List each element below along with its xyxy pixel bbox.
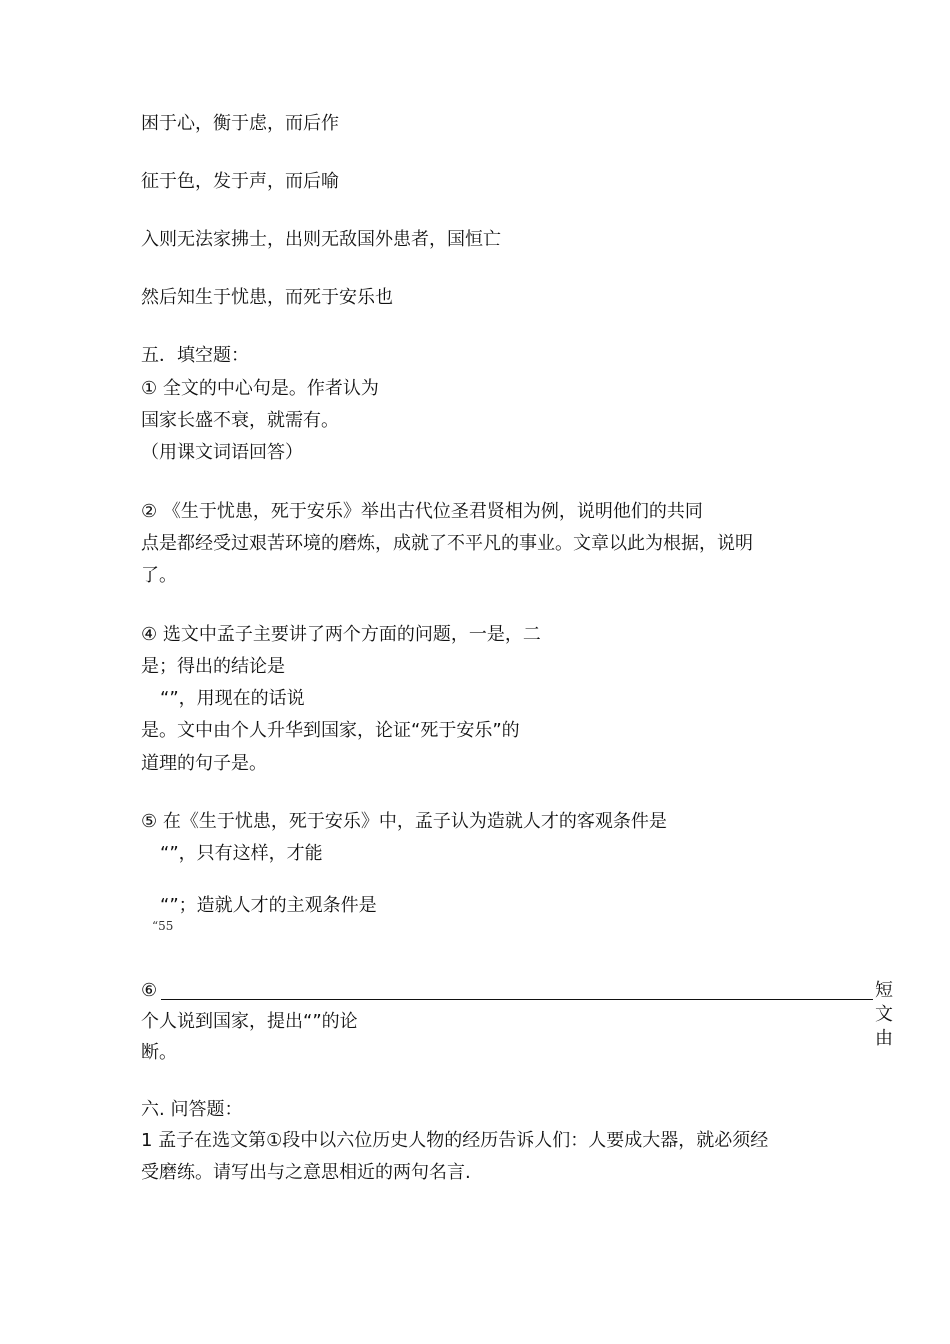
text-line: 困于心，衡于虑，而后作 xyxy=(141,113,339,134)
item-6-tail: 短文由 xyxy=(875,980,893,1049)
text-line: 断。 xyxy=(141,1042,177,1063)
text-line: ② 《生于忧患，死于安乐》举出古代位圣君贤相为例，说明他们的共同 xyxy=(141,501,703,522)
item-6-number: ⑥ xyxy=(141,980,158,1001)
text-line: 受磨练。请写出与之意思相近的两句名言. xyxy=(141,1162,471,1183)
text-line: （用课文词语回答） xyxy=(141,442,303,463)
fill-blank-line[interactable] xyxy=(161,999,873,1000)
text-line: 是。文中由个人升华到国家，论证“死于安乐”的 xyxy=(141,720,520,741)
text-line: “”，只有这样，才能 xyxy=(160,843,323,864)
text-line: 个人说到国家，提出“”的论 xyxy=(141,1011,358,1032)
text-line: ⑤ 在《生于忧患，死于安乐》中，孟子认为造就人才的客观条件是 xyxy=(141,811,667,832)
section-heading: 六. 问答题： xyxy=(141,1099,243,1120)
text-line: 了。 xyxy=(141,565,177,586)
text-line: 国家长盛不衰，就需有。 xyxy=(141,410,339,431)
text-line: 征于色，发于声，而后喻 xyxy=(141,171,339,192)
text-line: 1 孟子在选文第①段中以六位历史人物的经历告诉人们：人要成大器，就必须经 xyxy=(141,1130,769,1151)
text-line: “”，用现在的话说 xyxy=(160,688,305,709)
text-line: ① 全文的中心句是。作者认为 xyxy=(141,378,379,399)
text-line: 入则无法家拂士，出则无敌国外患者，国恒亡 xyxy=(141,229,501,250)
text-line: 是；得出的结论是 xyxy=(141,656,285,677)
text-line: ④ 选文中孟子主要讲了两个方面的问题，一是，二 xyxy=(141,624,541,645)
small-note: “55 xyxy=(152,919,174,933)
section-heading: 五．填空题： xyxy=(141,345,249,366)
text-line: 然后知生于忧患，而死于安乐也 xyxy=(141,287,393,308)
text-line: 道理的句子是。 xyxy=(141,753,267,774)
text-line: “”；造就人才的主观条件是 xyxy=(160,895,377,916)
text-line: 点是都经受过艰苦环境的磨炼，成就了不平凡的事业。文章以此为根据，说明 xyxy=(141,533,753,554)
